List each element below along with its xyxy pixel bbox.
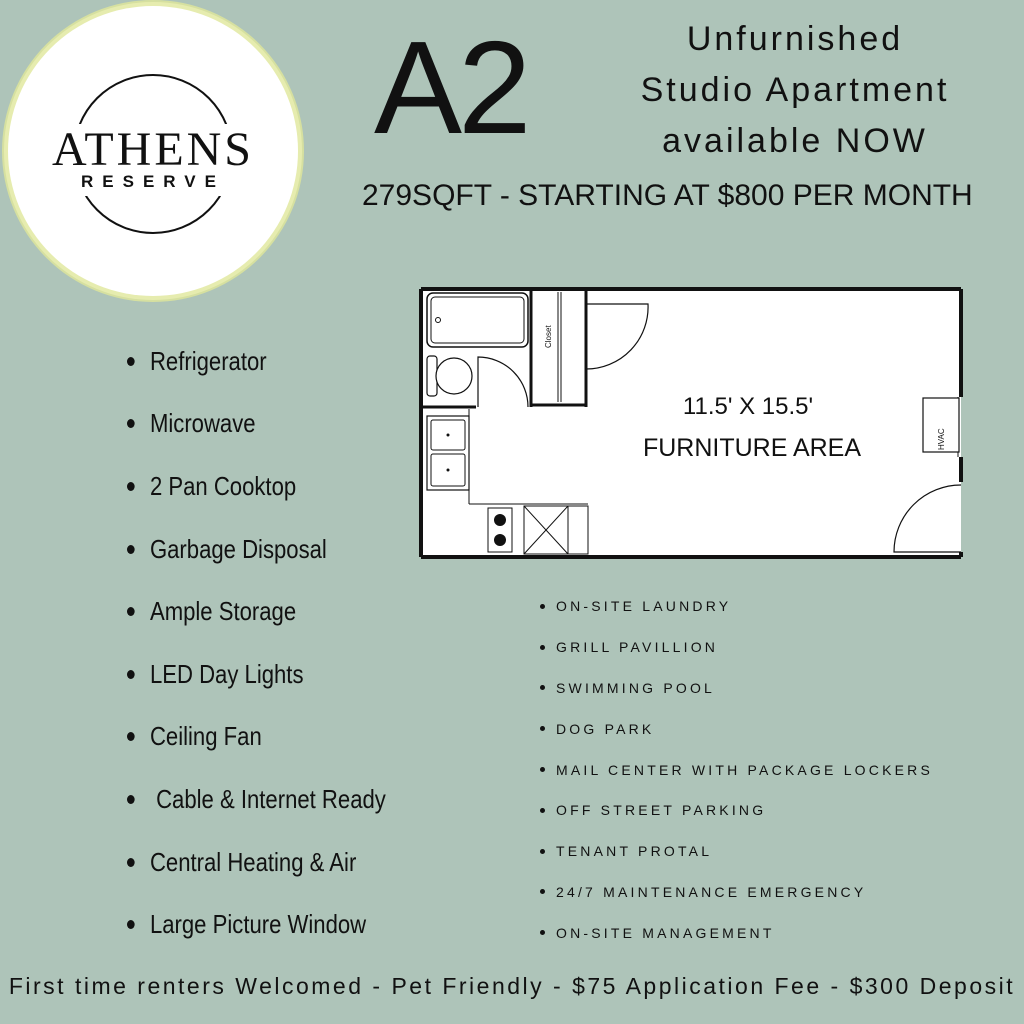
bullet-icon	[540, 808, 545, 813]
list-item: Cable & Internet Ready	[127, 768, 386, 831]
headline-line: Studio Apartment	[640, 71, 950, 109]
list-item: Refrigerator	[127, 330, 386, 393]
bullet-icon	[127, 419, 135, 428]
bullet-icon	[540, 767, 545, 772]
list-item: 24/7 MAINTENANCE EMERGENCY	[540, 872, 933, 913]
bullet-icon	[127, 920, 135, 929]
logo-name: ATHENS	[51, 123, 254, 176]
list-item: Ceiling Fan	[127, 706, 386, 769]
bullet-icon	[540, 889, 545, 894]
headline-line: Unfurnished	[686, 20, 904, 58]
bullet-icon	[127, 607, 135, 616]
list-item: MAIL CENTER WITH PACKAGE LOCKERS	[540, 749, 933, 790]
list-item: Garbage Disposal	[127, 518, 386, 581]
bullet-icon	[127, 670, 135, 679]
bullet-icon	[540, 604, 545, 609]
list-item: SWIMMING POOL	[540, 668, 933, 709]
floor-plan-drawing	[418, 284, 966, 562]
list-item: DOG PARK	[540, 708, 933, 749]
floor-plan	[418, 284, 966, 562]
bullet-icon	[540, 930, 545, 935]
list-item: GRILL PAVILLION	[540, 627, 933, 668]
logo-subname: RESERVE	[81, 172, 225, 191]
list-item: ON-SITE LAUNDRY	[540, 586, 933, 627]
bullet-icon	[127, 545, 135, 554]
hvac-label: HVAC	[937, 428, 946, 450]
bullet-icon	[540, 726, 545, 731]
furniture-area-label: FURNITURE AREA	[642, 434, 862, 462]
amenities-list	[540, 586, 933, 953]
bullet-icon	[127, 482, 135, 491]
list-item: ON-SITE MANAGEMENT	[540, 912, 933, 953]
bullet-icon	[540, 685, 545, 690]
logo-badge	[8, 6, 298, 296]
list-item: LED Day Lights	[127, 643, 386, 706]
list-item: OFF STREET PARKING	[540, 790, 933, 831]
bullet-icon	[127, 858, 135, 867]
closet-label: Closet	[544, 325, 553, 348]
unit-code: A2	[374, 14, 528, 161]
features-list	[127, 330, 432, 956]
list-item: TENANT PROTAL	[540, 831, 933, 872]
bullet-icon	[127, 795, 135, 804]
list-item: Large Picture Window	[127, 893, 386, 956]
list-item: 2 Pan Cooktop	[127, 455, 386, 518]
bullet-icon	[540, 849, 545, 854]
list-item: Microwave	[127, 393, 386, 456]
headline	[590, 14, 1000, 167]
footer-terms: First time renters Welcomed - Pet Friendly - $75 Application Fee - $300 Deposit	[8, 973, 1016, 999]
room-dimensions: 11.5' X 15.5'	[682, 393, 814, 420]
bullet-icon	[127, 357, 135, 366]
list-item: Ample Storage	[127, 580, 386, 643]
headline-line: available NOW	[662, 122, 928, 160]
price-line: 279SQFT - STARTING AT $800 PER MONTH	[362, 179, 973, 212]
bullet-icon	[127, 732, 135, 741]
bullet-icon	[540, 645, 545, 650]
list-item: Central Heating & Air	[127, 831, 386, 894]
